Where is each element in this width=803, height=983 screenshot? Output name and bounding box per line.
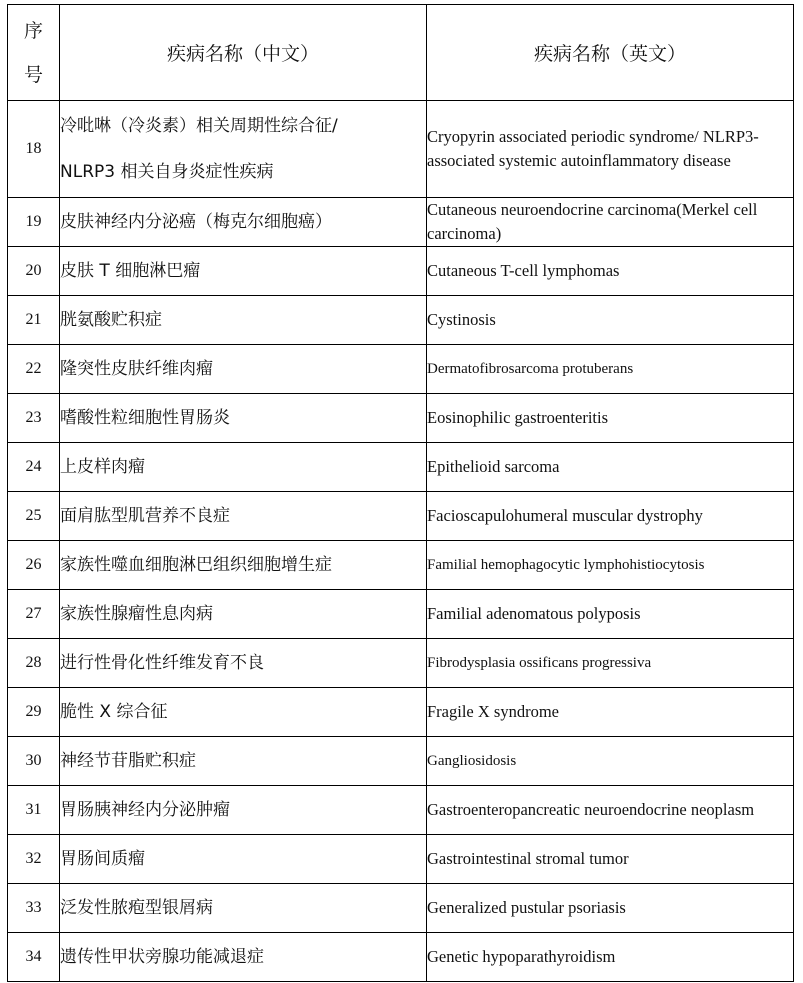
row-english-name: Facioscapulohumeral muscular dystrophy: [427, 492, 794, 541]
row-number: 19: [8, 198, 60, 247]
disease-table: [7, 4, 794, 982]
table-row: [8, 101, 794, 198]
table-row: [8, 247, 794, 296]
row-chinese-name: 上皮样肉瘤: [60, 443, 427, 492]
row-chinese-name: 泛发性脓疱型银屑病: [60, 884, 427, 933]
row-number: 27: [8, 590, 60, 639]
row-english-name: Gangliosidosis: [427, 737, 794, 786]
row-chinese-name: 遗传性甲状旁腺功能减退症: [60, 933, 427, 982]
table-row: [8, 688, 794, 737]
row-number: 24: [8, 443, 60, 492]
table-row: [8, 884, 794, 933]
table-row: [8, 492, 794, 541]
header-number-char-2: 号: [23, 63, 43, 86]
row-chinese-name: 胃肠胰神经内分泌肿瘤: [60, 786, 427, 835]
table-row: [8, 296, 794, 345]
row-chinese-name: 隆突性皮肤纤维肉瘤: [60, 345, 427, 394]
row-chinese-name: 皮肤神经内分泌癌（梅克尔细胞癌）: [60, 198, 427, 247]
table-row: [8, 345, 794, 394]
row-english-name: Gastrointestinal stromal tumor: [427, 835, 794, 884]
row-chinese-name: 皮肤 T 细胞淋巴瘤: [60, 247, 427, 296]
row-english-name: Fragile X syndrome: [427, 688, 794, 737]
row-english-name: Cystinosis: [427, 296, 794, 345]
row-english-name: Cutaneous T-cell lymphomas: [427, 247, 794, 296]
table-row: [8, 933, 794, 982]
row-number: 28: [8, 639, 60, 688]
row-chinese-name: 嗜酸性粒细胞性胃肠炎: [60, 394, 427, 443]
row-english-name: Gastroenteropancreatic neuroendocrine neoplasm: [427, 786, 794, 835]
row-english-name: Familial hemophagocytic lymphohistiocytosis: [427, 541, 794, 590]
header-chinese-name: 疾病名称（中文）: [60, 5, 427, 101]
table-row: [8, 835, 794, 884]
row-english-name: Eosinophilic gastroenteritis: [427, 394, 794, 443]
row-chinese-name: 胱氨酸贮积症: [60, 296, 427, 345]
row-number: 29: [8, 688, 60, 737]
row-english-name: Epithelioid sarcoma: [427, 443, 794, 492]
table-row: [8, 443, 794, 492]
row-chinese-name: 脆性 X 综合征: [60, 688, 427, 737]
row-english-name: Familial adenomatous polyposis: [427, 590, 794, 639]
row-number: 22: [8, 345, 60, 394]
row-number: 23: [8, 394, 60, 443]
row-chinese-name: 面肩肱型肌营养不良症: [60, 492, 427, 541]
row-chinese-name: 家族性噬血细胞淋巴组织细胞增生症: [60, 541, 427, 590]
row-chinese-name: [60, 101, 427, 198]
row-number: 18: [8, 101, 60, 198]
header-number-char-1: 序: [23, 19, 43, 42]
table-row: [8, 786, 794, 835]
row-english-name: Generalized pustular psoriasis: [427, 884, 794, 933]
row-chinese-name: 家族性腺瘤性息肉病: [60, 590, 427, 639]
row-chinese-name: 进行性骨化性纤维发育不良: [60, 639, 427, 688]
table-row: [8, 639, 794, 688]
table-header-row: [8, 5, 794, 101]
row-chinese-name-line-2: NLRP3 相关自身炎症性疾病: [60, 162, 274, 182]
row-english-name: Cryopyrin associated periodic syndrome/ NLRP3-associated systemic autoinflammatory disease: [427, 101, 794, 198]
row-number: 34: [8, 933, 60, 982]
row-number: 26: [8, 541, 60, 590]
row-english-name: Fibrodysplasia ossificans progressiva: [427, 639, 794, 688]
row-number: 30: [8, 737, 60, 786]
row-number: 33: [8, 884, 60, 933]
row-number: 21: [8, 296, 60, 345]
table-row: [8, 394, 794, 443]
row-chinese-name-line-1: 冷吡啉（冷炎素）相关周期性综合征/: [60, 116, 338, 136]
row-english-name: Dermatofibrosarcoma protuberans: [427, 345, 794, 394]
table-row: [8, 541, 794, 590]
row-english-name: Genetic hypoparathyroidism: [427, 933, 794, 982]
row-english-name: Cutaneous neuroendocrine carcinoma(Merkel cell carcinoma): [427, 198, 794, 247]
row-number: 20: [8, 247, 60, 296]
row-number: 31: [8, 786, 60, 835]
row-chinese-name: 神经节苷脂贮积症: [60, 737, 427, 786]
table-row: [8, 198, 794, 247]
header-english-name: 疾病名称（英文）: [427, 5, 794, 101]
row-chinese-name: 胃肠间质瘤: [60, 835, 427, 884]
table-row: [8, 590, 794, 639]
table-row: [8, 737, 794, 786]
row-number: 32: [8, 835, 60, 884]
header-number: [8, 5, 60, 101]
row-number: 25: [8, 492, 60, 541]
